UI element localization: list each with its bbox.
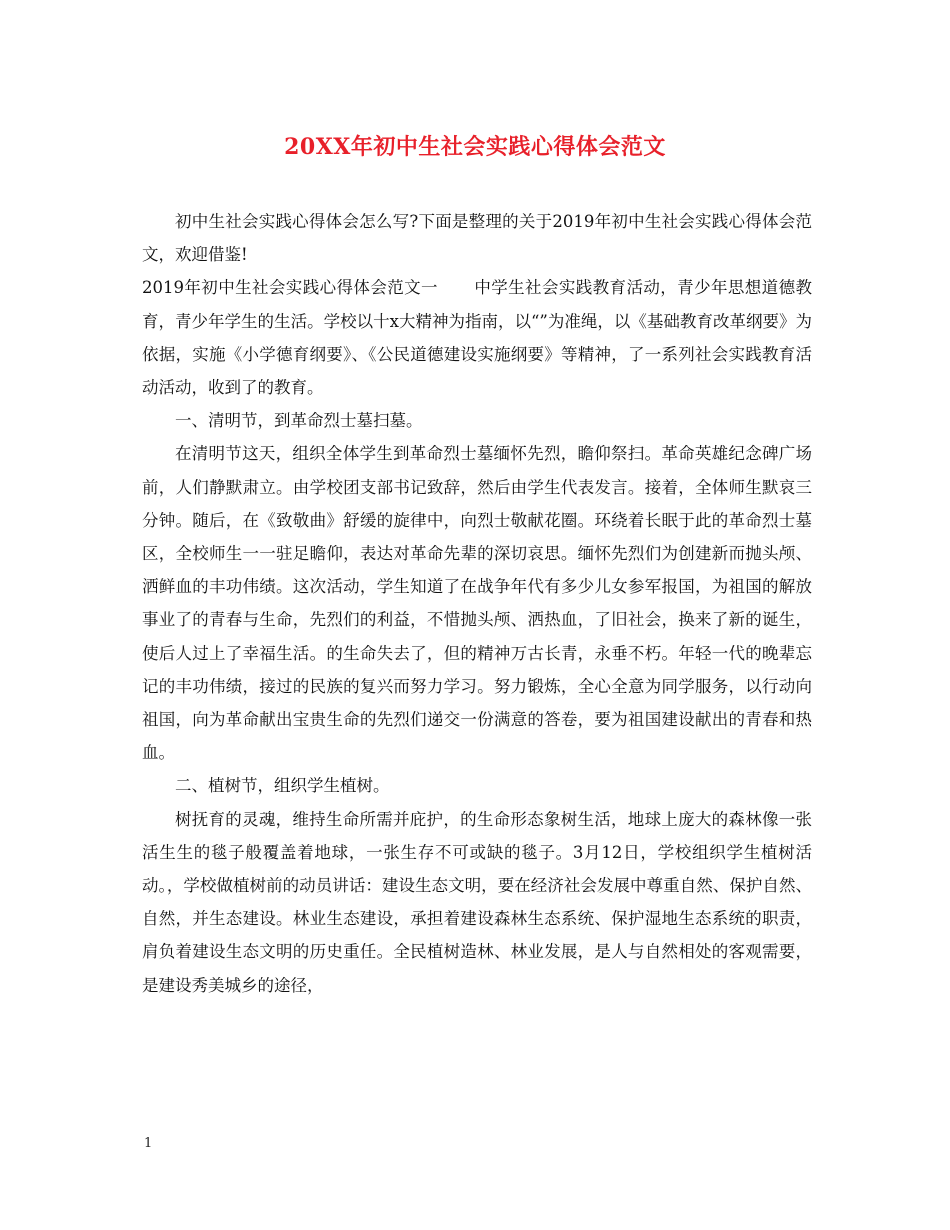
subheading-qingming: 一、清明节，到革命烈士墓扫墓。 bbox=[175, 411, 423, 431]
page-number: 1 bbox=[144, 1136, 153, 1151]
subheading-zhishu: 二、植树节，组织学生植树。 bbox=[175, 776, 390, 796]
intro-paragraph: 初中生社会实践心得体会怎么写?下面是整理的关于2019年初中生社会实践心得体会范文，欢迎借鉴! bbox=[142, 212, 812, 265]
section-one-text: 中学生社会实践教育活动，青少年思想道德教育，青少年学生的生活。学校以十x大精神为指南，以“”为准绳，以《基础教育改革纲要》为依据，实施《小学德育纲要》、《公民道德建设实施纲要》等精神，了一系列社会实践教育活动活动，收到了的教育。 bbox=[142, 278, 812, 398]
section-one-paragraph bbox=[142, 271, 812, 404]
document-title: 20XX年初中生社会实践心得体会范文 bbox=[284, 134, 666, 160]
section-one-heading: 2019年初中生社会实践心得体会范文一 bbox=[142, 278, 438, 298]
document-body bbox=[142, 205, 812, 1002]
qingming-paragraph: 在清明节这天，组织全体学生到革命烈士墓缅怀先烈，瞻仰祭扫。革命英雄纪念碑广场前，人们静默肃立。由学校团支部书记致辞，然后由学生代表发言。接着，全体师生默哀三分钟。随后，在《致敬曲》舒缓的旋律中，向烈士敬献花圈。环绕着长眠于此的革命烈士墓区，全校师生一一驻足瞻仰，表达对革命先辈的深切哀思。缅怀先烈们为创建新而抛头颅、洒鲜血的丰功伟绩。这次活动，学生知道了在战争年代有多少儿女参军报国，为祖国的解放事业了的青春与生命，先烈们的利益，不惜抛头颅、洒热血，了旧社会，换来了新的诞生，使后人过上了幸福生活。的生命失去了，但的精神万古长青，永垂不朽。年轻一代的晚辈忘记的丰功伟绩，接过的民族的复兴而努力学习。努力锻炼，全心全意为同学服务，以行动向祖国，向为革命献出宝贵生命的先烈们递交一份满意的答卷，要为祖国建设献出的青春和热血。 bbox=[142, 444, 812, 763]
zhishu-paragraph: 树抚育的灵魂，维持生命所需并庇护，的生命形态象树生活，地球上庞大的森林像一张活生生的毯子般覆盖着地球，一张生存不可或缺的毯子。3月12日，学校组织学生植树活动。，学校做植树前的动员讲话：建设生态文明，要在经济社会发展中尊重自然、保护自然、自然，并生态建设。林业生态建设，承担着建设森林生态系统、保护湿地生态系统的职责，肩负着建设生态文明的历史重任。全民植树造林、林业发展，是人与自然相处的客观需要，是建设秀美城乡的途径， bbox=[142, 809, 812, 995]
